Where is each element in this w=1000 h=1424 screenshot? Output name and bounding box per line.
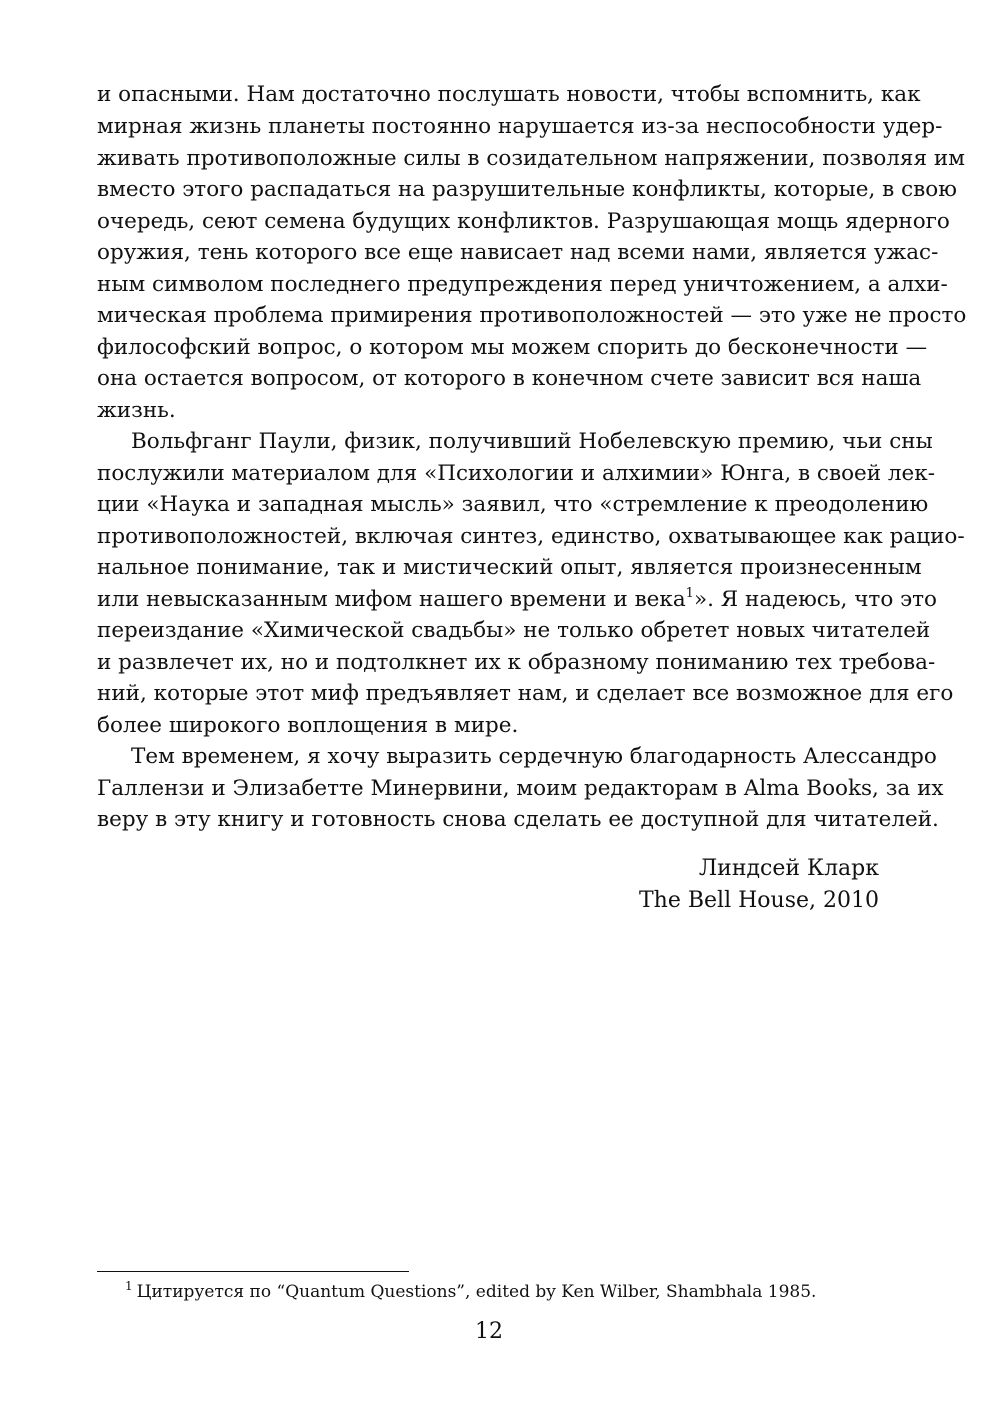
text-line: вместо этого распадаться на разрушительные конфликты, которые, в свою: [97, 177, 957, 202]
text-line: [97, 585, 937, 615]
text-line: ний, которые этот миф предъявляет нам, и сделает все возможное для его: [97, 681, 954, 706]
footnote-text: Цитируется по “Quantum Questions”, edited by Ken Wilber, Shambhala 1985.: [136, 1282, 817, 1302]
text-line: жизнь.: [97, 398, 176, 423]
text-line: противоположностей, включая синтез, единство, охватывающее как рацио-: [97, 524, 965, 549]
text-line: Тем временем, я хочу выразить сердечную благодарность Алессандро: [131, 744, 937, 769]
text-segment: ». Я надеюсь, что это: [693, 587, 937, 612]
text-line: философский вопрос, о котором мы можем спорить до бесконечности —: [97, 335, 928, 360]
page-number: 12: [475, 1319, 503, 1344]
text-line: мическая проблема примирения противоположностей — это уже не просто: [97, 303, 967, 328]
text-line: переиздание «Химической свадьбы» не только обретет новых читателей: [97, 618, 931, 643]
footnote: [125, 1279, 816, 1305]
text-line: она остается вопросом, от которого в конечном счете зависит вся наша: [97, 366, 922, 391]
text-line: послужили материалом для «Психологии и алхимии» Юнга, в своей лек-: [97, 461, 935, 486]
text-segment: или невысказанным мифом нашего времени и века: [97, 587, 686, 612]
footnote-reference[interactable]: 1: [685, 586, 694, 601]
text-line: Галлензи и Элизабетте Минервини, моим редакторам в Alma Books, за их: [97, 776, 944, 801]
text-line: ным символом последнего предупреждения перед уничтожением, а алхи-: [97, 272, 948, 297]
text-line: более широкого воплощения в мире.: [97, 713, 519, 738]
text-line: и развлечет их, но и подтолкнет их к образному пониманию тех требова-: [97, 650, 936, 675]
text-line: нальное понимание, так и мистический опыт, является произнесенным: [97, 555, 922, 580]
text-line: веру в эту книгу и готовность снова сделать ее доступной для читателей.: [97, 807, 939, 832]
text-line: и опасными. Нам достаточно послушать новости, чтобы вспомнить, как: [97, 82, 921, 107]
text-line: очередь, сеют семена будущих конфликтов. Разрушающая мощь ядерного: [97, 209, 950, 234]
signature-author: Линдсей Кларк: [698, 856, 879, 881]
text-line: Вольфганг Паули, физик, получивший Нобелевскую премию, чьи сны: [131, 429, 933, 454]
text-line: живать противоположные силы в созидательном напряжении, позволяя им: [97, 146, 965, 171]
text-line: мирная жизнь планеты постоянно нарушается из-за неспособности удер-: [97, 114, 943, 139]
text-line: оружия, тень которого все еще нависает над всеми нами, является ужас-: [97, 240, 939, 265]
text-line: ции «Наука и западная мысль» заявил, что «стремление к преодолению: [97, 492, 929, 517]
footnote-number: 1: [125, 1279, 133, 1293]
signature-place-date: The Bell House, 2010: [639, 888, 879, 913]
footnote-divider: [97, 1271, 409, 1272]
